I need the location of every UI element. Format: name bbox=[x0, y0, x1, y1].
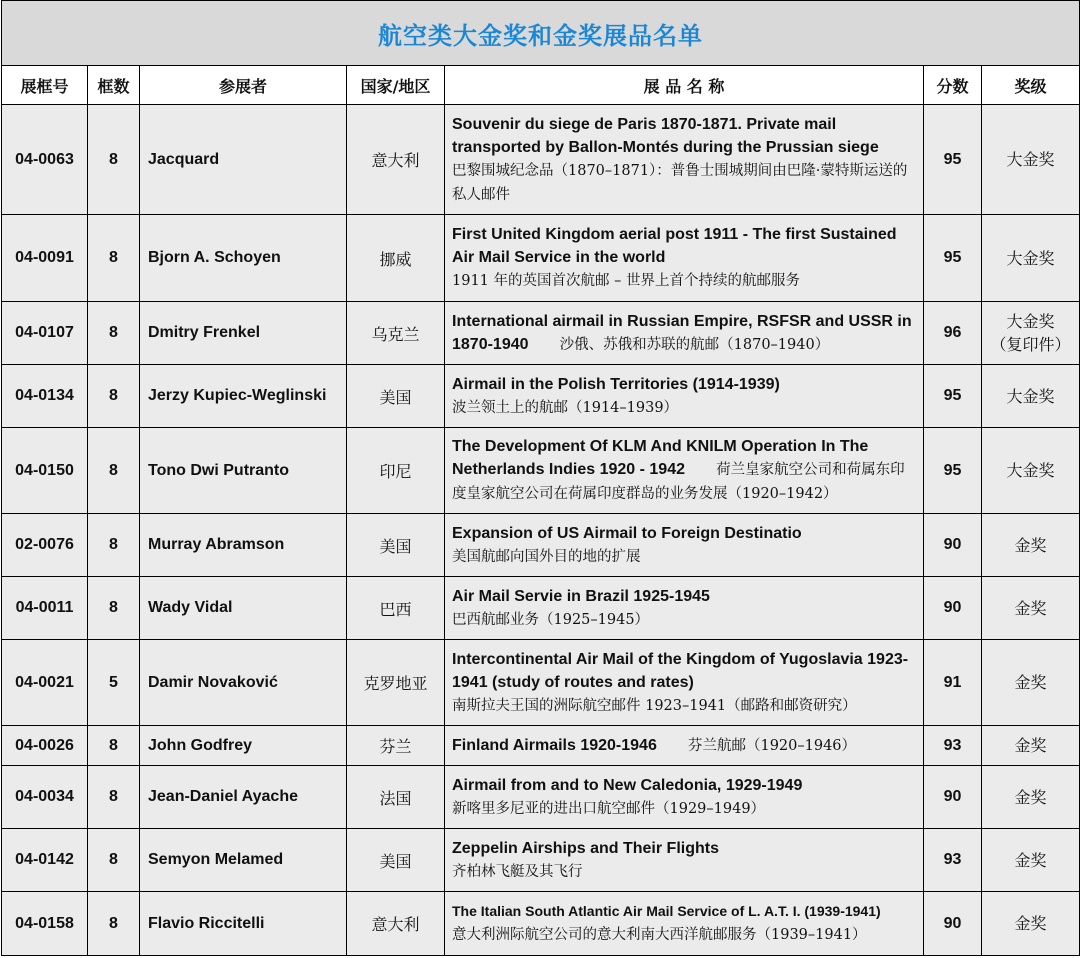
exhibit-title-zh: 意大利洲际航空公司的意大利南大西洋航邮服务（1939–1941） bbox=[452, 927, 867, 943]
award-level: 金奖 bbox=[1014, 673, 1047, 692]
country-cell: 乌克兰 bbox=[347, 302, 445, 365]
exhibit-title-cell bbox=[445, 766, 924, 829]
award-level: 大金奖 bbox=[1006, 312, 1055, 331]
award-cell bbox=[982, 829, 1080, 892]
frame-count-cell: 8 bbox=[88, 105, 140, 215]
score-cell: 95 bbox=[924, 105, 982, 215]
exhibit-title-cell bbox=[445, 829, 924, 892]
exhibitor-cell: Dmitry Frenkel bbox=[140, 302, 347, 365]
score-cell: 95 bbox=[924, 428, 982, 514]
exhibit-title-zh: 沙俄、苏俄和苏联的航邮（1870–1940） bbox=[559, 336, 830, 353]
frame-number-cell: 04-0026 bbox=[2, 726, 88, 766]
score-cell: 90 bbox=[924, 766, 982, 829]
frame-number-cell: 04-0142 bbox=[2, 829, 88, 892]
header-country: 国家/地区 bbox=[347, 66, 445, 105]
exhibitor-cell: Jerzy Kupiec-Weglinski bbox=[140, 365, 347, 428]
exhibit-title-zh: 芬兰航邮（1920–1946） bbox=[687, 737, 857, 754]
country-cell: 美国 bbox=[347, 829, 445, 892]
exhibit-title-zh: 齐柏林飞艇及其飞行 bbox=[452, 863, 583, 880]
score-cell: 93 bbox=[924, 829, 982, 892]
exhibit-title-en: Airmail from and to New Caledonia, 1929-1949 bbox=[452, 776, 803, 794]
exhibit-title-en: Airmail in the Polish Territories (1914-1939) bbox=[452, 375, 780, 393]
exhibitor-cell: Bjorn A. Schoyen bbox=[140, 215, 347, 302]
exhibit-title-en: The Italian South Atlantic Air Mail Service of L. A.T. I. (1939-1941) bbox=[452, 903, 881, 919]
award-level: 大金奖 bbox=[1006, 461, 1055, 480]
header-row bbox=[2, 66, 1080, 105]
award-cell bbox=[982, 302, 1080, 365]
country-cell: 巴西 bbox=[347, 577, 445, 640]
exhibit-title-zh: 新喀里多尼亚的进出口航空邮件（1929–1949） bbox=[452, 800, 766, 817]
exhibitor-cell: Jacquard bbox=[140, 105, 347, 215]
exhibit-title-zh: 美国航邮向国外目的地的扩展 bbox=[452, 548, 641, 565]
frame-number-cell: 04-0034 bbox=[2, 766, 88, 829]
award-cell bbox=[982, 892, 1080, 956]
frame-count-cell: 8 bbox=[88, 428, 140, 514]
exhibit-title-cell bbox=[445, 365, 924, 428]
header-score: 分数 bbox=[924, 66, 982, 105]
exhibit-title-zh: 南斯拉夫王国的洲际航空邮件 1923–1941（邮路和邮资研究） bbox=[452, 697, 857, 714]
award-cell bbox=[982, 640, 1080, 726]
table-row bbox=[2, 829, 1080, 892]
exhibit-title-cell bbox=[445, 726, 924, 766]
exhibitor-cell: Murray Abramson bbox=[140, 514, 347, 577]
exhibit-title-en: International airmail in Russian Empire, RSFSR and USSR in 1870-1940 bbox=[452, 312, 912, 353]
table-row bbox=[2, 577, 1080, 640]
table-row bbox=[2, 302, 1080, 365]
exhibit-title-en: First United Kingdom aerial post 1911 - The first Sustained Air Mail Service in the world bbox=[452, 226, 897, 266]
award-cell bbox=[982, 766, 1080, 829]
exhibit-title-cell bbox=[445, 302, 924, 365]
country-cell: 美国 bbox=[347, 514, 445, 577]
award-level: 金奖 bbox=[1014, 850, 1047, 870]
table-row bbox=[2, 365, 1080, 428]
award-cell bbox=[982, 577, 1080, 640]
exhibit-title-zh: 巴黎围城纪念品（1870–1871）：普鲁士围城期间由巴隆·蒙特斯运送的私人邮件 bbox=[452, 162, 908, 203]
header-frame-number: 展框号 bbox=[2, 66, 88, 105]
frame-number-cell: 04-0063 bbox=[2, 105, 88, 215]
frame-number-cell: 04-0158 bbox=[2, 892, 88, 956]
award-level: 大金奖 bbox=[1006, 386, 1055, 406]
table-row bbox=[2, 428, 1080, 514]
award-level: 金奖 bbox=[1014, 736, 1047, 755]
exhibitor-cell: Jean-Daniel Ayache bbox=[140, 766, 347, 829]
award-cell bbox=[982, 365, 1080, 428]
frame-number-cell: 02-0076 bbox=[2, 514, 88, 577]
exhibitor-cell: John Godfrey bbox=[140, 726, 347, 766]
table-row bbox=[2, 766, 1080, 829]
score-cell: 96 bbox=[924, 302, 982, 365]
frame-count-cell: 8 bbox=[88, 215, 140, 302]
frame-number-cell: 04-0091 bbox=[2, 215, 88, 302]
frame-count-cell: 8 bbox=[88, 577, 140, 640]
score-cell: 93 bbox=[924, 726, 982, 766]
exhibit-title-cell bbox=[445, 577, 924, 640]
award-cell bbox=[982, 514, 1080, 577]
exhibit-title-en: Souvenir du siege de Paris 1870-1871. Private mail transported by Ballon-Montés during the Prussian siege bbox=[452, 115, 879, 156]
score-cell: 95 bbox=[924, 215, 982, 302]
award-level: 金奖 bbox=[1014, 535, 1047, 555]
score-cell: 90 bbox=[924, 892, 982, 956]
frame-count-cell: 5 bbox=[88, 640, 140, 726]
country-cell: 意大利 bbox=[347, 892, 445, 956]
award-note: （复印件） bbox=[990, 335, 1071, 354]
exhibit-title-en: Expansion of US Airmail to Foreign Destinatio bbox=[452, 524, 802, 542]
country-cell: 意大利 bbox=[347, 105, 445, 215]
country-cell: 美国 bbox=[347, 365, 445, 428]
exhibit-title-cell bbox=[445, 105, 924, 215]
table-row bbox=[2, 726, 1080, 766]
header-frame-count: 框数 bbox=[88, 66, 140, 105]
score-cell: 95 bbox=[924, 365, 982, 428]
country-cell: 印尼 bbox=[347, 428, 445, 514]
exhibitor-cell: Semyon Melamed bbox=[140, 829, 347, 892]
country-cell: 挪威 bbox=[347, 215, 445, 302]
exhibitor-cell: Damir Novaković bbox=[140, 640, 347, 726]
exhibit-title-cell bbox=[445, 892, 924, 956]
exhibit-title-en: Finland Airmails 1920-1946 bbox=[452, 736, 657, 754]
exhibit-title-en: Air Mail Servie in Brazil 1925-1945 bbox=[452, 587, 710, 605]
exhibit-title-cell bbox=[445, 640, 924, 726]
table-row bbox=[2, 640, 1080, 726]
exhibit-title-cell bbox=[445, 215, 924, 302]
frame-count-cell: 8 bbox=[88, 766, 140, 829]
country-cell: 克罗地亚 bbox=[347, 640, 445, 726]
frame-number-cell: 04-0134 bbox=[2, 365, 88, 428]
exhibitor-cell: Flavio Riccitelli bbox=[140, 892, 347, 956]
exhibit-title-zh: 巴西航邮业务（1925–1945） bbox=[452, 611, 650, 628]
table-row bbox=[2, 514, 1080, 577]
score-cell: 90 bbox=[924, 577, 982, 640]
country-cell: 芬兰 bbox=[347, 726, 445, 766]
frame-number-cell: 04-0011 bbox=[2, 577, 88, 640]
award-cell bbox=[982, 105, 1080, 215]
award-level: 金奖 bbox=[1014, 598, 1047, 618]
award-level: 金奖 bbox=[1014, 787, 1047, 807]
exhibit-title-cell bbox=[445, 428, 924, 514]
table-row bbox=[2, 105, 1080, 215]
award-cell bbox=[982, 726, 1080, 766]
exhibit-title-zh: 荷兰皇家航空公司和荷属东印度皇家航空公司在荷属印度群岛的业务发展（1920–1942） bbox=[452, 462, 905, 502]
exhibit-title-en: Intercontinental Air Mail of the Kingdom of Yugoslavia 1923-1941 (study of routes and rates) bbox=[452, 650, 909, 691]
frame-number-cell: 04-0107 bbox=[2, 302, 88, 365]
country-cell: 法国 bbox=[347, 766, 445, 829]
frame-count-cell: 8 bbox=[88, 365, 140, 428]
frame-count-cell: 8 bbox=[88, 829, 140, 892]
frame-count-cell: 8 bbox=[88, 726, 140, 766]
header-exhibit-title: 展 品 名 称 bbox=[445, 66, 924, 105]
score-cell: 91 bbox=[924, 640, 982, 726]
exhibit-title-en: Zeppelin Airships and Their Flights bbox=[452, 839, 719, 857]
awards-table bbox=[1, 0, 1080, 956]
exhibit-title-cell bbox=[445, 514, 924, 577]
frame-count-cell: 8 bbox=[88, 892, 140, 956]
exhibit-title-en: The Development Of KLM And KNILM Operation In The Netherlands Indies 1920 - 1942 bbox=[452, 438, 869, 478]
award-level: 大金奖 bbox=[1006, 150, 1055, 169]
award-cell bbox=[982, 428, 1080, 514]
score-cell: 90 bbox=[924, 514, 982, 577]
award-level: 大金奖 bbox=[1006, 248, 1055, 268]
exhibitor-cell: Tono Dwi Putranto bbox=[140, 428, 347, 514]
exhibitor-cell: Wady Vidal bbox=[140, 577, 347, 640]
award-level: 金奖 bbox=[1014, 914, 1047, 933]
table-row bbox=[2, 892, 1080, 956]
frame-number-cell: 04-0021 bbox=[2, 640, 88, 726]
table-row bbox=[2, 215, 1080, 302]
frame-count-cell: 8 bbox=[88, 514, 140, 577]
table-title: 航空类大金奖和金奖展品名单 bbox=[2, 1, 1080, 66]
award-cell bbox=[982, 215, 1080, 302]
exhibit-title-zh: 1911 年的英国首次航邮 – 世界上首个持续的航邮服务 bbox=[452, 273, 800, 289]
exhibit-title-zh: 波兰领土上的航邮（1914–1939） bbox=[452, 399, 679, 416]
header-award: 奖级 bbox=[982, 66, 1080, 105]
header-exhibitor: 参展者 bbox=[140, 66, 347, 105]
frame-count-cell: 8 bbox=[88, 302, 140, 365]
frame-number-cell: 04-0150 bbox=[2, 428, 88, 514]
